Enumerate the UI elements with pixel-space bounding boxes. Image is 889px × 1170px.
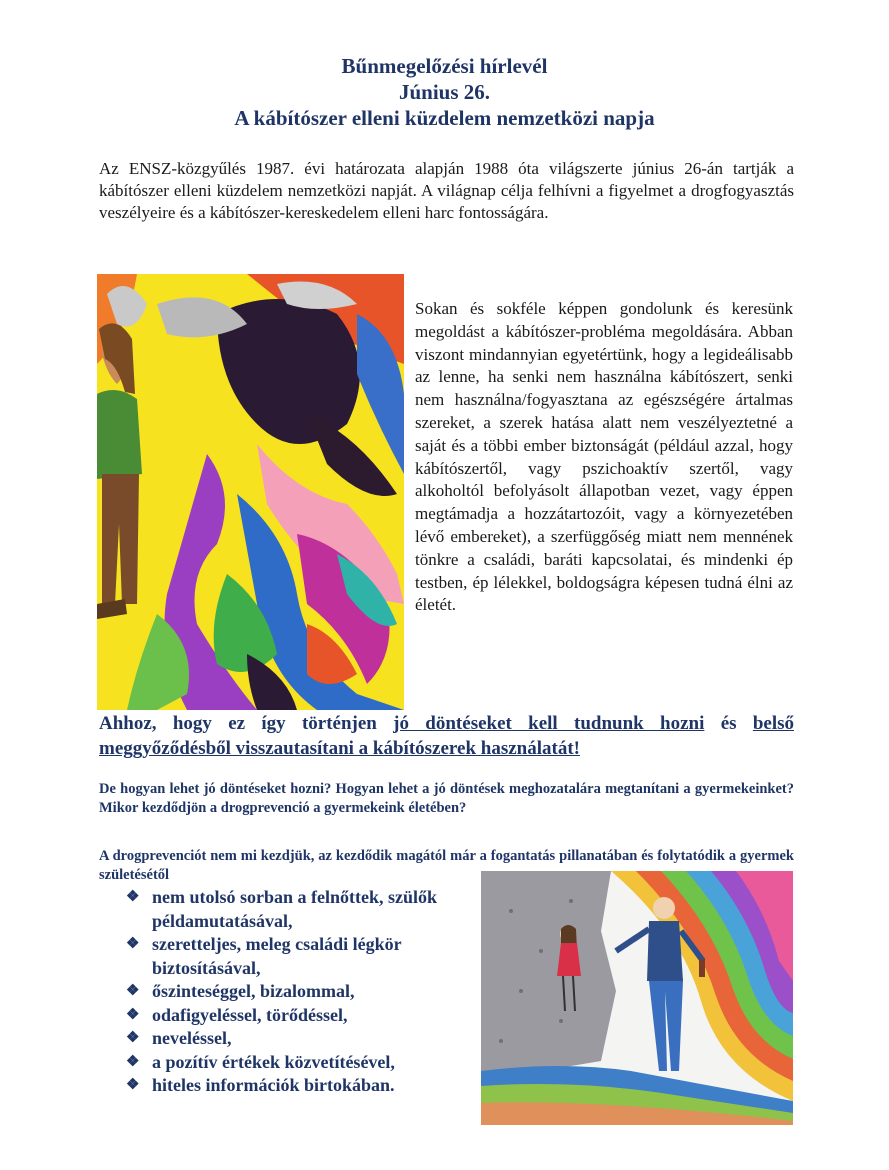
questions-paragraph: De hogyan lehet jó döntéseket hozni? Hogyan lehet a jó döntések meghozatalára megtanítani a gyermekeinket? Mikor kezdődjön a drogprevenció a gyermekeink életében? xyxy=(99,781,794,816)
prevention-list xyxy=(126,886,471,1098)
emphasis-part1: Ahhoz, hogy ez így történjen xyxy=(99,713,394,734)
day-title: A kábítószer elleni küzdelem nemzetközi napja xyxy=(234,106,655,130)
prevention-paragraph: A drogprevenciót nem mi kezdjük, az kezdődik magától már a fogantatás pillanatában és folytatódik a gyermek születésétől xyxy=(99,848,794,883)
bullet-icon: ❖ xyxy=(126,1006,140,1023)
colorful-drawing-image xyxy=(97,274,404,710)
date-title: Június 26. xyxy=(398,80,491,104)
list-item: ❖ őszinteséggel, bizalommal, xyxy=(126,980,471,1004)
list-item: ❖ szeretteljes, meleg családi légkör biztosításával, xyxy=(126,934,402,978)
intro-paragraph: Az ENSZ-közgyűlés 1987. évi határozata alapján 1988 óta világszerte június 26-án tartják a kábítószer elleni küzdelem nemzetközi napját. A világnap célja felhívni a figyelmet a drogfogyasztás veszélyeire és a kábítószer-kereskedelem elleni harc fontosságára. xyxy=(99,159,794,222)
emphasis-statement xyxy=(99,711,794,761)
cliff-rainbow-drawing-image xyxy=(481,871,793,1125)
bullet-icon: ❖ xyxy=(126,936,140,952)
emphasis-part2: jó döntéseket kell tudnunk hozni xyxy=(393,713,705,734)
bullet-icon: ❖ xyxy=(126,983,140,999)
list-item: ❖ nem utolsó sorban a felnőttek, szülők példamutatásával, xyxy=(126,887,438,931)
list-item: ❖ odafigyeléssel, törődéssel, xyxy=(126,1004,471,1028)
list-item: ❖ hiteles információk birtokában. xyxy=(126,1074,471,1098)
bullet-icon: ❖ xyxy=(126,1053,140,1070)
side-paragraph: Sokan és sokféle képpen gondolunk és keresünk megoldást a kábítószer-probléma megoldására. Abban viszont mindannyian egyetértünk, hogy a legideálisabb az lenne, ha senki nem használna kábítószert, senki nem használna/fogyasztana az egészségére ártalmas szereket, a szerek hatása alatt nem veszélyeztetné a saját és a többi ember biztonságát (például azzal, hogy kábítószertől, vagy pszichoaktív szertől, vagy alkoholtól befolyásolt állapotban vezet, vagy éppen megtámadja a hozzátartozóit, vagy a környezetében lévő embereket), a szerfüggőség miatt nem mennének tönkre a családi, baráti kapcsolatai, és mindenki ép testben, ép lélekkel, boldogságra képesen tudná élni az életét. xyxy=(415,299,793,615)
bullet-icon: ❖ xyxy=(126,1077,140,1093)
bullet-icon: ❖ xyxy=(126,889,140,905)
bullet-icon: ❖ xyxy=(126,1030,140,1046)
emphasis-part3: és xyxy=(704,713,753,734)
list-item: ❖ neveléssel, xyxy=(126,1027,471,1051)
newsletter-title: Bűnmegelőzési hírlevél xyxy=(341,54,548,78)
list-item: ❖ a pozítív értékek közvetítésével, xyxy=(126,1051,471,1075)
emphasis-part4: belső meggyőződésből visszautasítani a kábítószerek használatát! xyxy=(99,713,795,759)
